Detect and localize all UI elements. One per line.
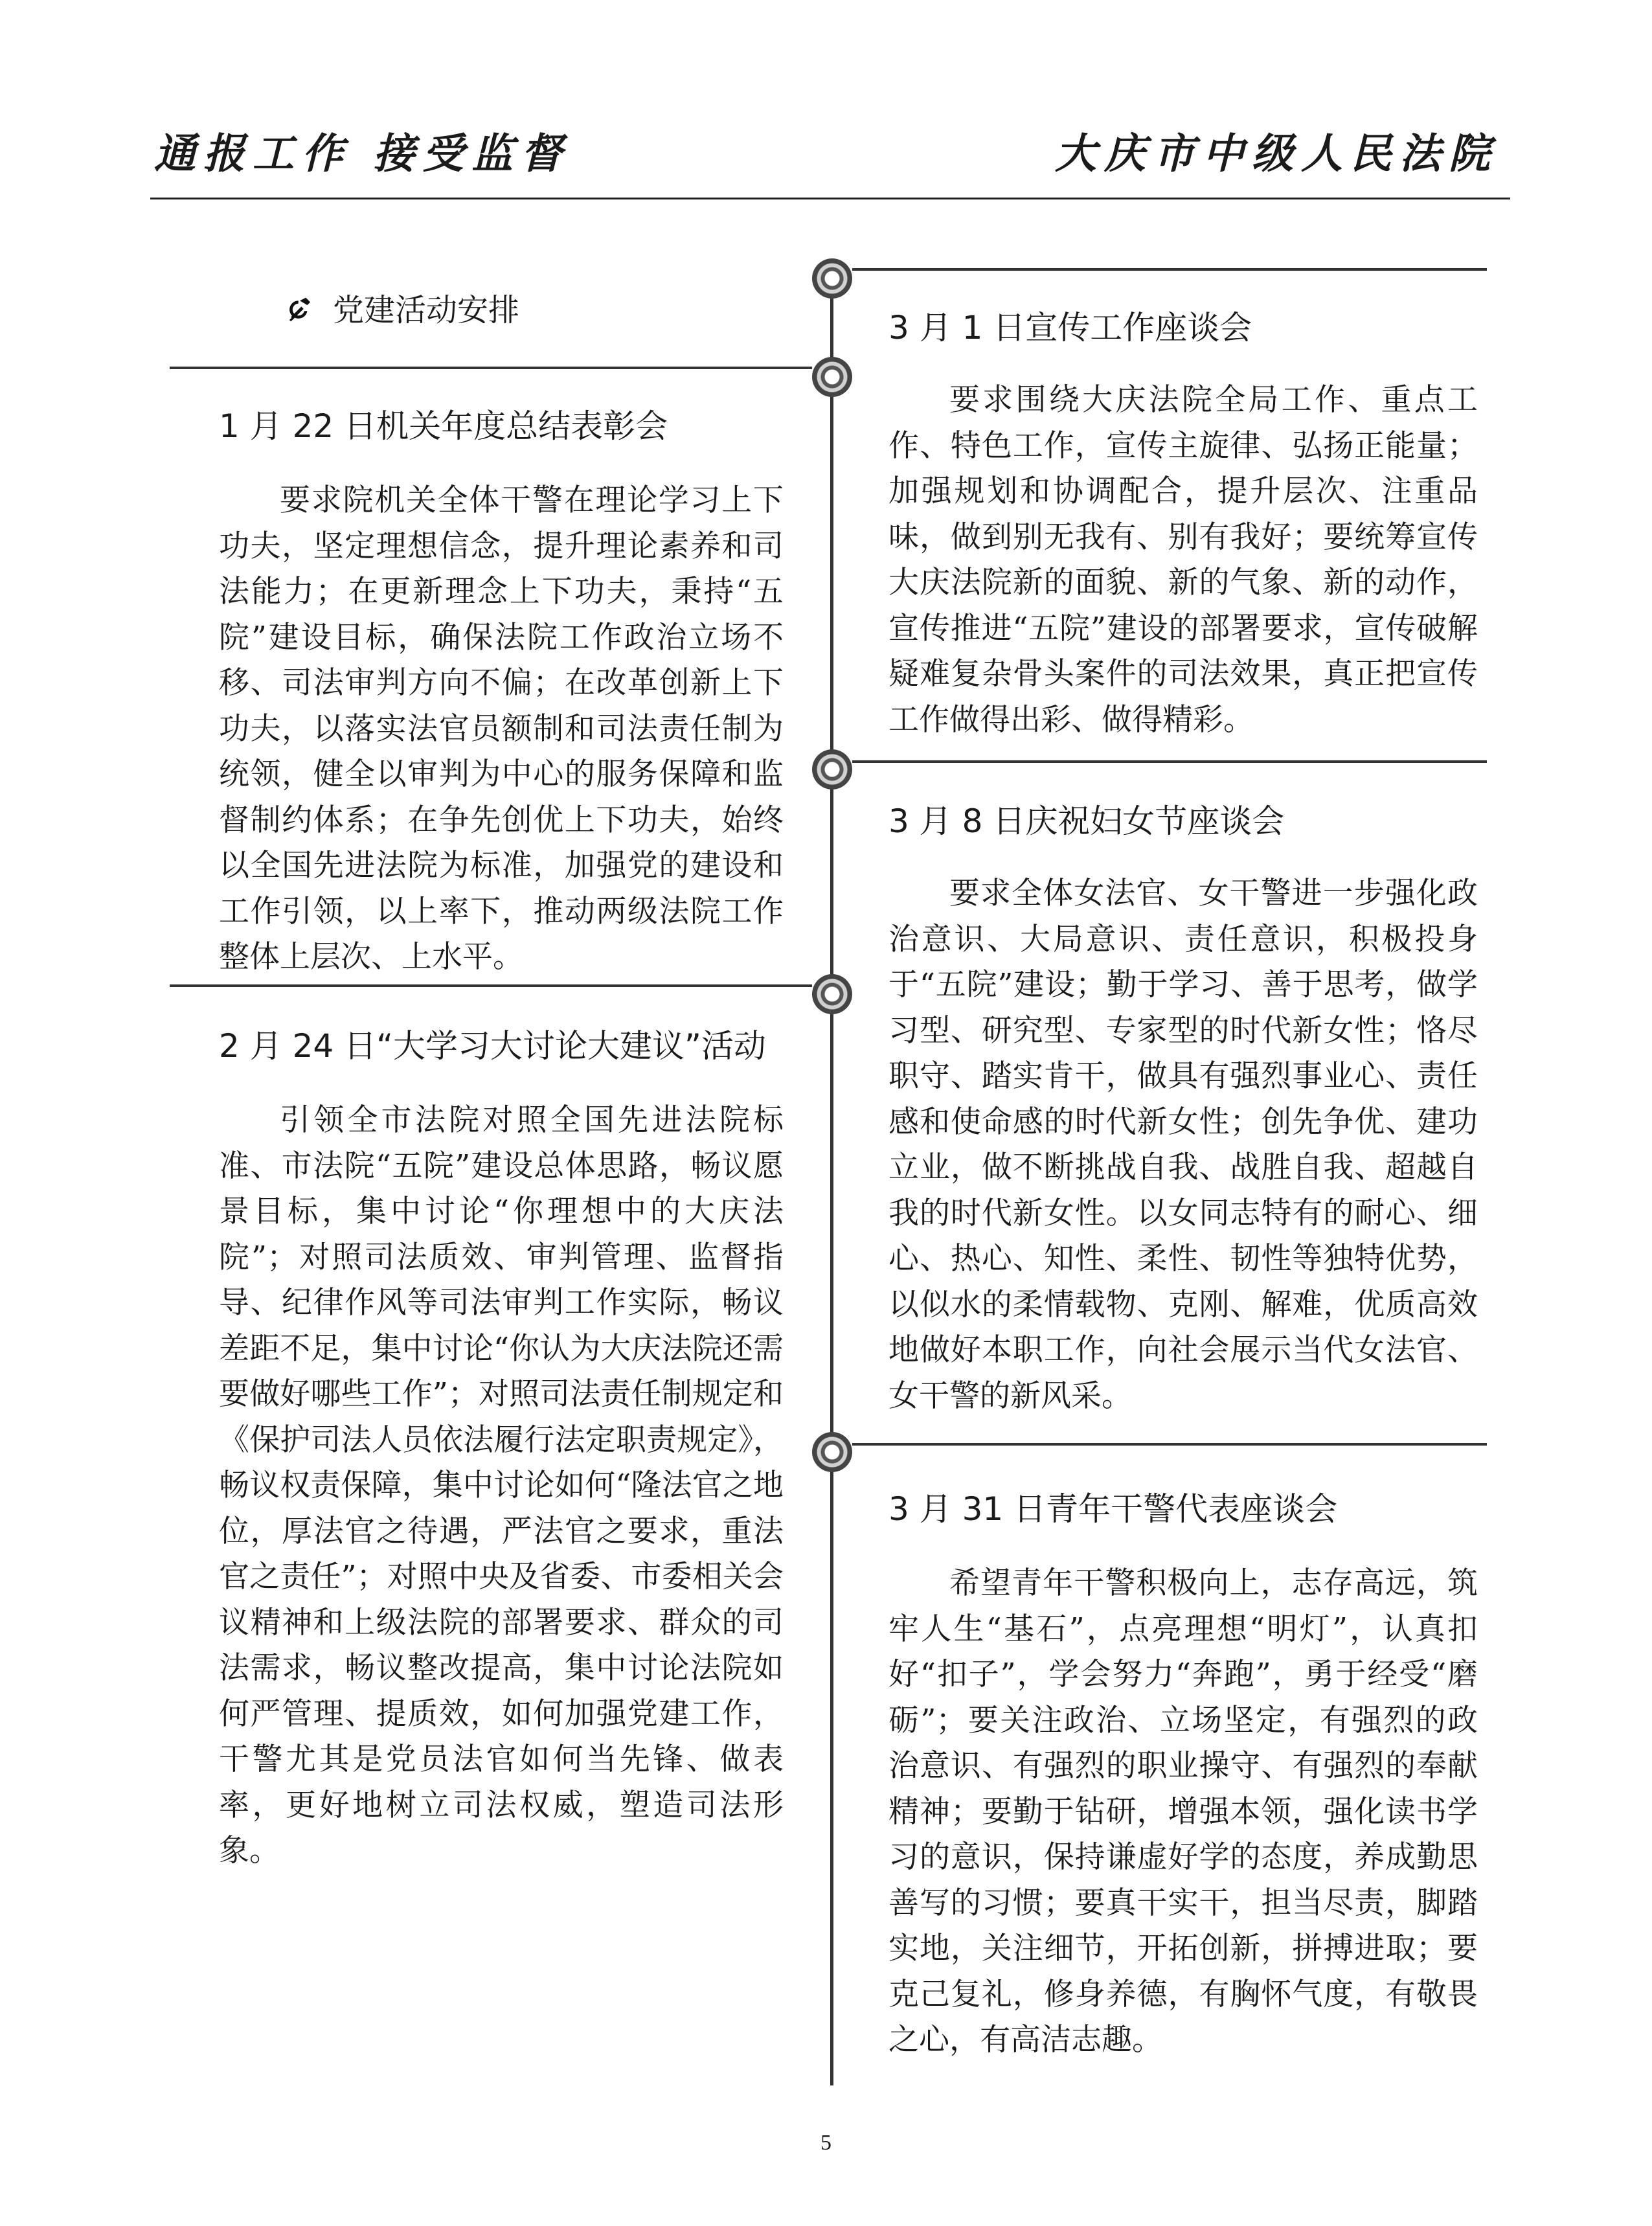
header-left-slogan: 通报工作 接受监督 [154,130,571,178]
entry-title: 3 月 8 日庆祝妇女节座谈会 [888,802,1285,840]
timeline-connector-line [852,760,1487,763]
timeline-connector-line [852,268,1487,271]
entry-title: 3 月 1 日宣传工作座谈会 [888,309,1252,346]
timeline-connector-line [170,984,812,987]
entry-title: 3 月 31 日青年干警代表座谈会 [888,1490,1338,1528]
page-number: 5 [820,2131,832,2155]
entry-title: 1 月 22 日机关年度总结表彰会 [219,407,668,445]
header-divider [150,198,1510,199]
entry-body: 要求全体女法官、女干警进一步强化政治意识、大局意识、责任意识，积极投身于“五院”建设；勤于学习、善于思考，做学习型、研究型、专家型的时代新女性；恪尽职守、踏实肯干，做具有强烈事业心、责任感和使命感的时代新女性；创先争优、建功立业，做不断挑战自我、战胜自我、超越自我的时代新女性。以女同志特有的耐心、细心、热心、知性、柔性、韧性等独特优势，以似水的柔情载物、克刚、解难，优质高效地做好本职工作，向社会展示当代女法官、女干警的新风采。 [888,876,1478,1414]
entry-body: 要求围绕大庆法院全局工作、重点工作、特色工作，宣传主旋律、弘扬正能量；加强规划和协调配合，提升层次、注重品味，做到别无我有、别有我好；要统筹宣传大庆法院新的面貌、新的气象、新的动作，宣传推进“五院”建设的部署要求，宣传破解疑难复杂骨头案件的司法效果，真正把宣传工作做得出彩、做得精彩。 [888,382,1478,738]
hammer-sickle-icon [285,295,315,324]
entry-title: 2 月 24 日“大学习大讨论大建议”活动 [219,1027,766,1065]
entry-body: 引领全市法院对照全国先进法院标准、市法院“五院”建设总体思路，畅议愿景目标，集中讨论“你理想中的大庆法院”；对照司法质效、审判管理、监督指导、纪律作风等司法审判工作实际，畅议差距不足，集中讨论“你认为大庆法院还需要做好哪些工作”；对照司法责任制规定和《保护司法人员依法履行法定职责规定》，畅议权责保障，集中讨论如何“隆法官之地位，厚法官之待遇，严法官之要求，重法官之责任”；对照中央及省委、市委相关会议精神和上级法院的部署要求、群众的司法需求，畅议整改提高，集中讨论法院如何严管理、提质效，如何加强党建工作，干警尤其是党员法官如何当先锋、做表率，更好地树立司法权威，塑造司法形象。 [219,1102,784,1868]
entry-body: 希望青年干警积极向上，志存高远，筑牢人生“基石”，点亮理想“明灯”，认真扣好“扣子”，学会努力“奔跑”，勇于经受“磨砺”；要关注政治、立场坚定，有强烈的政治意识、有强烈的职业操守、有强烈的奉献精神；要勤于钻研，增强本领，强化读书学习的意识，保持谦虚好学的态度，养成勤思善写的习惯；要真干实干，担当尽责，脚踏实地，关注细节，开拓创新，拼搏进取；要克己复礼，修身养德，有胸怀气度，有敬畏之心，有高洁志趣。 [888,1565,1478,2058]
timeline-connector-line [852,1443,1487,1446]
header-right-court-name: 大庆市中级人民法院 [1055,130,1498,178]
timeline-vertical-line [830,272,833,2085]
timeline-node-icon [812,974,852,1014]
timeline-node-icon [812,258,852,299]
timeline-node-icon [812,1432,852,1472]
entry-body: 要求院机关全体干警在理论学习上下功夫，坚定理想信念，提升理论素养和司法能力；在更新理念上下功夫，秉持“五院”建设目标，确保法院工作政治立场不移、司法审判方向不偏；在改革创新上下功夫，以落实法官员额制和司法责任制为统领，健全以审判为中心的服务保障和监督制约体系；在争先创优上下功夫，始终以全国先进法院为标准，加强党的建设和工作引领，以上率下，推动两级法院工作整体上层次、上水平。 [219,483,784,975]
section-label [285,285,519,330]
section-label-text: 党建活动安排 [333,292,520,328]
timeline-connector-line [170,367,812,369]
timeline-node-icon [812,357,852,397]
timeline-node-icon [812,749,852,789]
